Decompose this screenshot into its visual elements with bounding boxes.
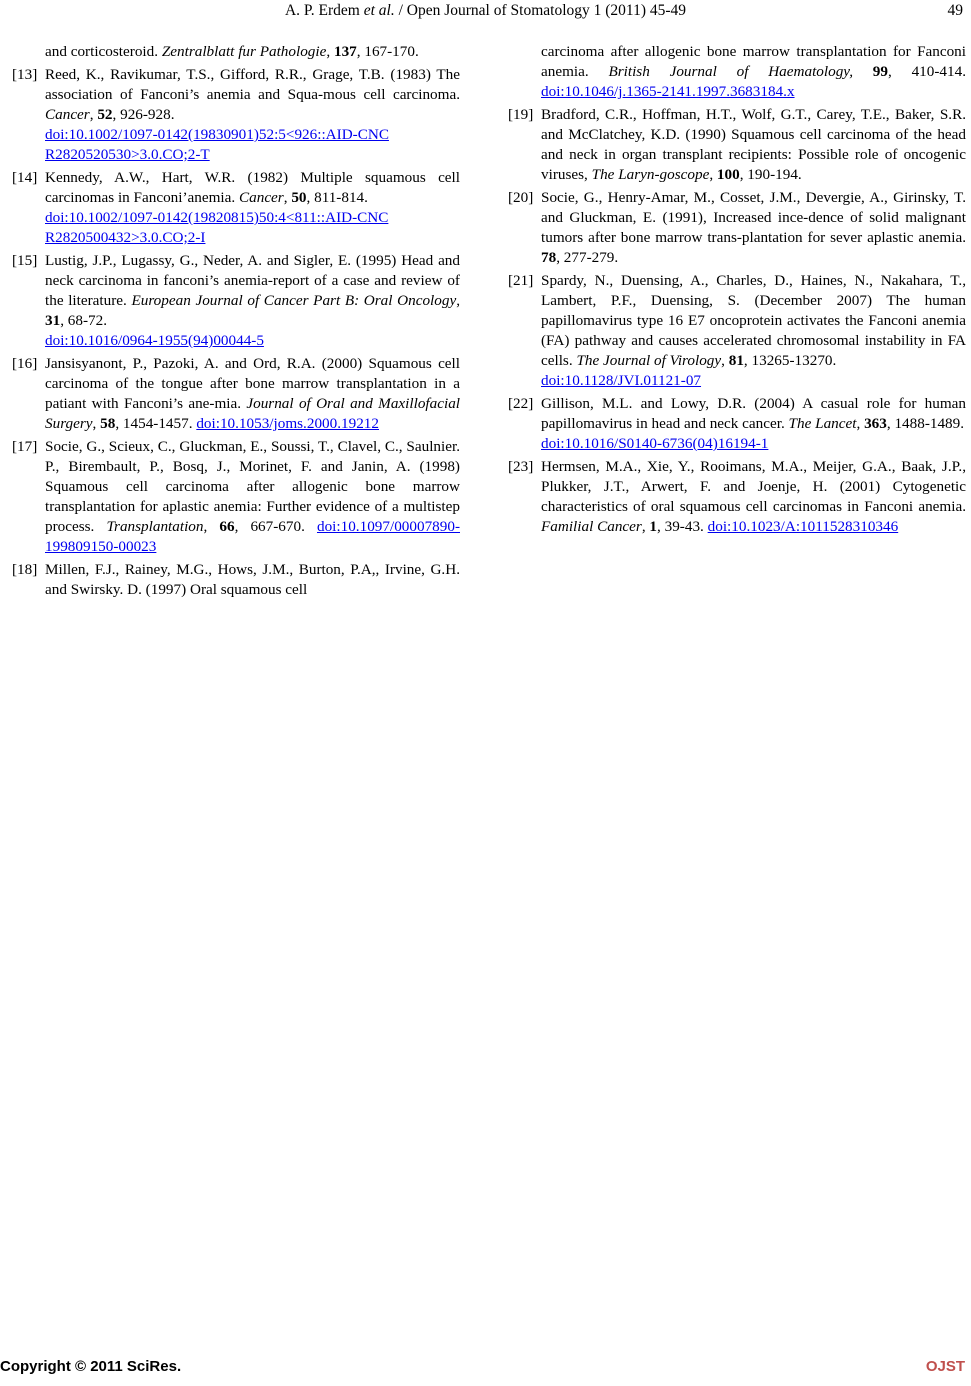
journal-name: British Journal of Haematology, (608, 63, 853, 80)
doi-link[interactable]: doi:10.1023/A:1011528310346 (707, 518, 899, 535)
separator (853, 63, 873, 80)
reference-body (45, 437, 460, 557)
reference-number: [22] (508, 395, 534, 412)
reference-text: Jansisyanont, P., Pazoki, A. and Ord, R.A. (2000) Squamous cell carcinoma of the tongue after bone marrow transplantation in a patiant with Fanconi’s ane-mia. (45, 355, 460, 412)
reference-text: Gillison, M.L. and Lowy, D.R. (2004) A casual role for human papillomavirus in head and neck cancer. (541, 395, 966, 432)
pages: , 13265-13270. (743, 352, 837, 369)
reference-number: [14] (12, 169, 38, 186)
pages: , 39-43. (657, 518, 708, 535)
journal-name: Journal of Oral and Maxillofacial Surgery (45, 395, 461, 432)
journal-name: Cancer (45, 106, 90, 123)
pages: , 68-72. (60, 312, 108, 329)
separator: , (856, 415, 865, 432)
pages: , 167-170. (356, 43, 419, 60)
pages: , 926-928. (112, 106, 175, 123)
reference-text: Lustig, J.P., Lugassy, G., Neder, A. and Sigler, E. (1995) Head and neck carcinoma in fanconi’s anemia-report of a case and review of the literature. (45, 252, 460, 309)
reference-item-14 (12, 168, 460, 248)
reference-body (45, 251, 460, 351)
pages: , 277-279. (556, 249, 619, 266)
reference-item-18-continued (508, 42, 966, 102)
right-column (508, 42, 966, 540)
separator: , (203, 518, 220, 535)
journal-name: The Lancet (788, 415, 857, 432)
volume: 50 (291, 189, 307, 206)
volume: 100 (716, 166, 740, 183)
reference-text: Kennedy, A.W., Hart, W.R. (1982) Multiple squamous cell carcinomas in Fanconi’anemia. (45, 169, 460, 206)
doi-link[interactable]: doi:10.1097/00007890-199809150-00023 (45, 518, 460, 555)
reference-item-20 (508, 188, 966, 268)
separator: , (721, 352, 729, 369)
reference-number: [23] (508, 458, 534, 475)
reference-item-17 (12, 437, 460, 557)
separator: , (709, 166, 717, 183)
header-authors: A. P. Erdem (284, 2, 360, 19)
reference-number: [21] (508, 272, 534, 289)
reference-body (45, 168, 460, 248)
volume: 58 (100, 415, 116, 432)
separator: , (326, 43, 334, 60)
separator: , (641, 518, 650, 535)
reference-number: [19] (508, 106, 534, 123)
reference-body (45, 65, 460, 165)
reference-text: carcinoma after allogenic bone marrow transplantation for Fanconi anemia. (541, 43, 966, 80)
reference-item-13 (12, 65, 460, 165)
reference-item-19 (508, 105, 966, 185)
doi-link-continued[interactable]: R2820520530>3.0.CO;2-T (45, 146, 210, 163)
reference-item-12-continued (12, 42, 460, 62)
reference-item-18 (12, 560, 460, 600)
doi-link-continued[interactable]: R2820500432>3.0.CO;2-I (45, 229, 206, 246)
reference-number: [18] (12, 561, 38, 578)
header-title (0, 2, 971, 20)
reference-text: Spardy, N., Duensing, A., Charles, D., Haines, N., Nakahara, T., Lambert, P.F., Duensing, S. (December 2007) The human papillomavirus type 16 E7 oncoprotein activates the Fanconi anemia (FA) pathway and causes accelerated chromosomal instability in FA cells. (541, 272, 966, 369)
reference-text: Socie, G., Scieux, C., Gluckman, E., Soussi, T., Clavel, C., Saulnier. P., Birembault, P., Bosq, J., Morinet, F. and Janin, A. (1998) Squamous cell carcinoma after allogenic bone marrow transplantation for aplastic anemia: Further evidence of a multistep process. (45, 438, 460, 535)
doi-link[interactable]: doi:10.1046/j.1365-2141.1997.3683184.x (541, 83, 795, 100)
page-footer (0, 1356, 971, 1380)
reference-text: Hermsen, M.A., Xie, Y., Rooimans, M.A., Meijer, G.A., Baak, J.P., Plukker, J.T., Arwert, F. and Joenje, H. (2001) Cytogenetic characteristics of oral squamous cell carcinomas in Fanconi anemia. (541, 458, 966, 515)
volume: 66 (219, 518, 235, 535)
reference-body (541, 105, 966, 185)
reference-text: and corticosteroid. (45, 43, 162, 60)
copyright-notice: Copyright © 2011 SciRes. (0, 1358, 182, 1375)
journal-name: The Journal of Virology (576, 352, 722, 369)
reference-number: [17] (12, 438, 38, 455)
pages: , 811-814. (306, 189, 368, 206)
reference-body (45, 42, 460, 62)
reference-number: [20] (508, 189, 534, 206)
separator: , (92, 415, 101, 432)
pages: , 410-414. (887, 63, 966, 80)
reference-text: Socie, G., Henry-Amar, M., Cosset, J.M., Devergie, A., Girinsky, T. and Gluckman, E. (1991), Increased ince-dence of solid malignant tumors after bone marrow trans-plantation for sever aplastic anemia. (541, 189, 966, 246)
running-header (0, 0, 971, 24)
pages: , 1488-1489. (886, 415, 965, 432)
reference-item-21 (508, 271, 966, 391)
reference-text: Reed, K., Ravikumar, T.S., Gifford, R.R., Grage, T.B. (1983) The association of Fanconi’s anemia and Squa-mous cell carcinoma. (45, 66, 460, 103)
reference-body (45, 560, 460, 600)
reference-item-15 (12, 251, 460, 351)
reference-body (541, 457, 966, 537)
reference-number: [13] (12, 66, 38, 83)
pages: , 1454-1457. (115, 415, 197, 432)
reference-item-23 (508, 457, 966, 537)
volume: 52 (97, 106, 113, 123)
pages: , 190-194. (739, 166, 802, 183)
doi-link[interactable]: doi:10.1128/JVI.01121-07 (541, 372, 702, 389)
header-journal-info: / Open Journal of Stomatology 1 (2011) 45-49 (394, 2, 687, 19)
volume: 1 (649, 518, 658, 535)
reference-text: Bradford, C.R., Hoffman, H.T., Wolf, G.T., Carey, T.E., Baker, S.R. and McClatchey, K.D. (1990) Squamous cell carcinoma of the head and neck in organ transplant recipients: Possible role of oncogenic viruses, (541, 106, 966, 183)
separator: , (283, 189, 292, 206)
doi-link[interactable]: doi:10.1053/joms.2000.19212 (196, 415, 379, 432)
reference-body (541, 42, 966, 102)
journal-name: European Journal of Cancer Part B: Oral Oncology (131, 292, 457, 309)
reference-number: [15] (12, 252, 38, 269)
reference-body (541, 271, 966, 391)
reference-body (541, 394, 966, 454)
journal-name: The Laryn-goscope (591, 166, 710, 183)
volume: 363 (864, 415, 887, 432)
reference-text: Millen, F.J., Rainey, M.G., Hows, J.M., Burton, P.A,, Irvine, G.H. and Swirsky. D. (1997) Oral squamous cell (45, 561, 460, 598)
reference-body (541, 188, 966, 268)
journal-name: Cancer (239, 189, 284, 206)
reference-number: [16] (12, 355, 38, 372)
separator: , (89, 106, 98, 123)
page-number: 49 (947, 2, 963, 19)
separator: , (456, 292, 460, 309)
reference-body (45, 354, 460, 434)
left-column (12, 42, 460, 603)
volume: 78 (541, 249, 557, 266)
doi-link[interactable]: doi:10.1016/0964-1955(94)00044-5 (45, 332, 264, 349)
header-etal: et al. (363, 2, 395, 19)
volume: 31 (45, 312, 61, 329)
journal-name: Zentralblatt fur Pathologie (161, 43, 327, 60)
doi-link[interactable]: doi:10.1016/S0140-6736(04)16194-1 (541, 435, 769, 452)
pages: , 667-670. (234, 518, 317, 535)
volume: 81 (728, 352, 744, 369)
doi-link[interactable]: doi:10.1002/1097-0142(19830901)52:5<926::AID-CNC (45, 126, 389, 143)
journal-abbreviation: OJST (925, 1358, 965, 1375)
volume: 99 (872, 63, 888, 80)
journal-name: Familial Cancer (541, 518, 642, 535)
volume: 137 (333, 43, 357, 60)
journal-name: Transplantation (106, 518, 204, 535)
doi-link[interactable]: doi:10.1002/1097-0142(19820815)50:4<811::AID-CNC (45, 209, 389, 226)
reference-item-16 (12, 354, 460, 434)
reference-item-22 (508, 394, 966, 454)
